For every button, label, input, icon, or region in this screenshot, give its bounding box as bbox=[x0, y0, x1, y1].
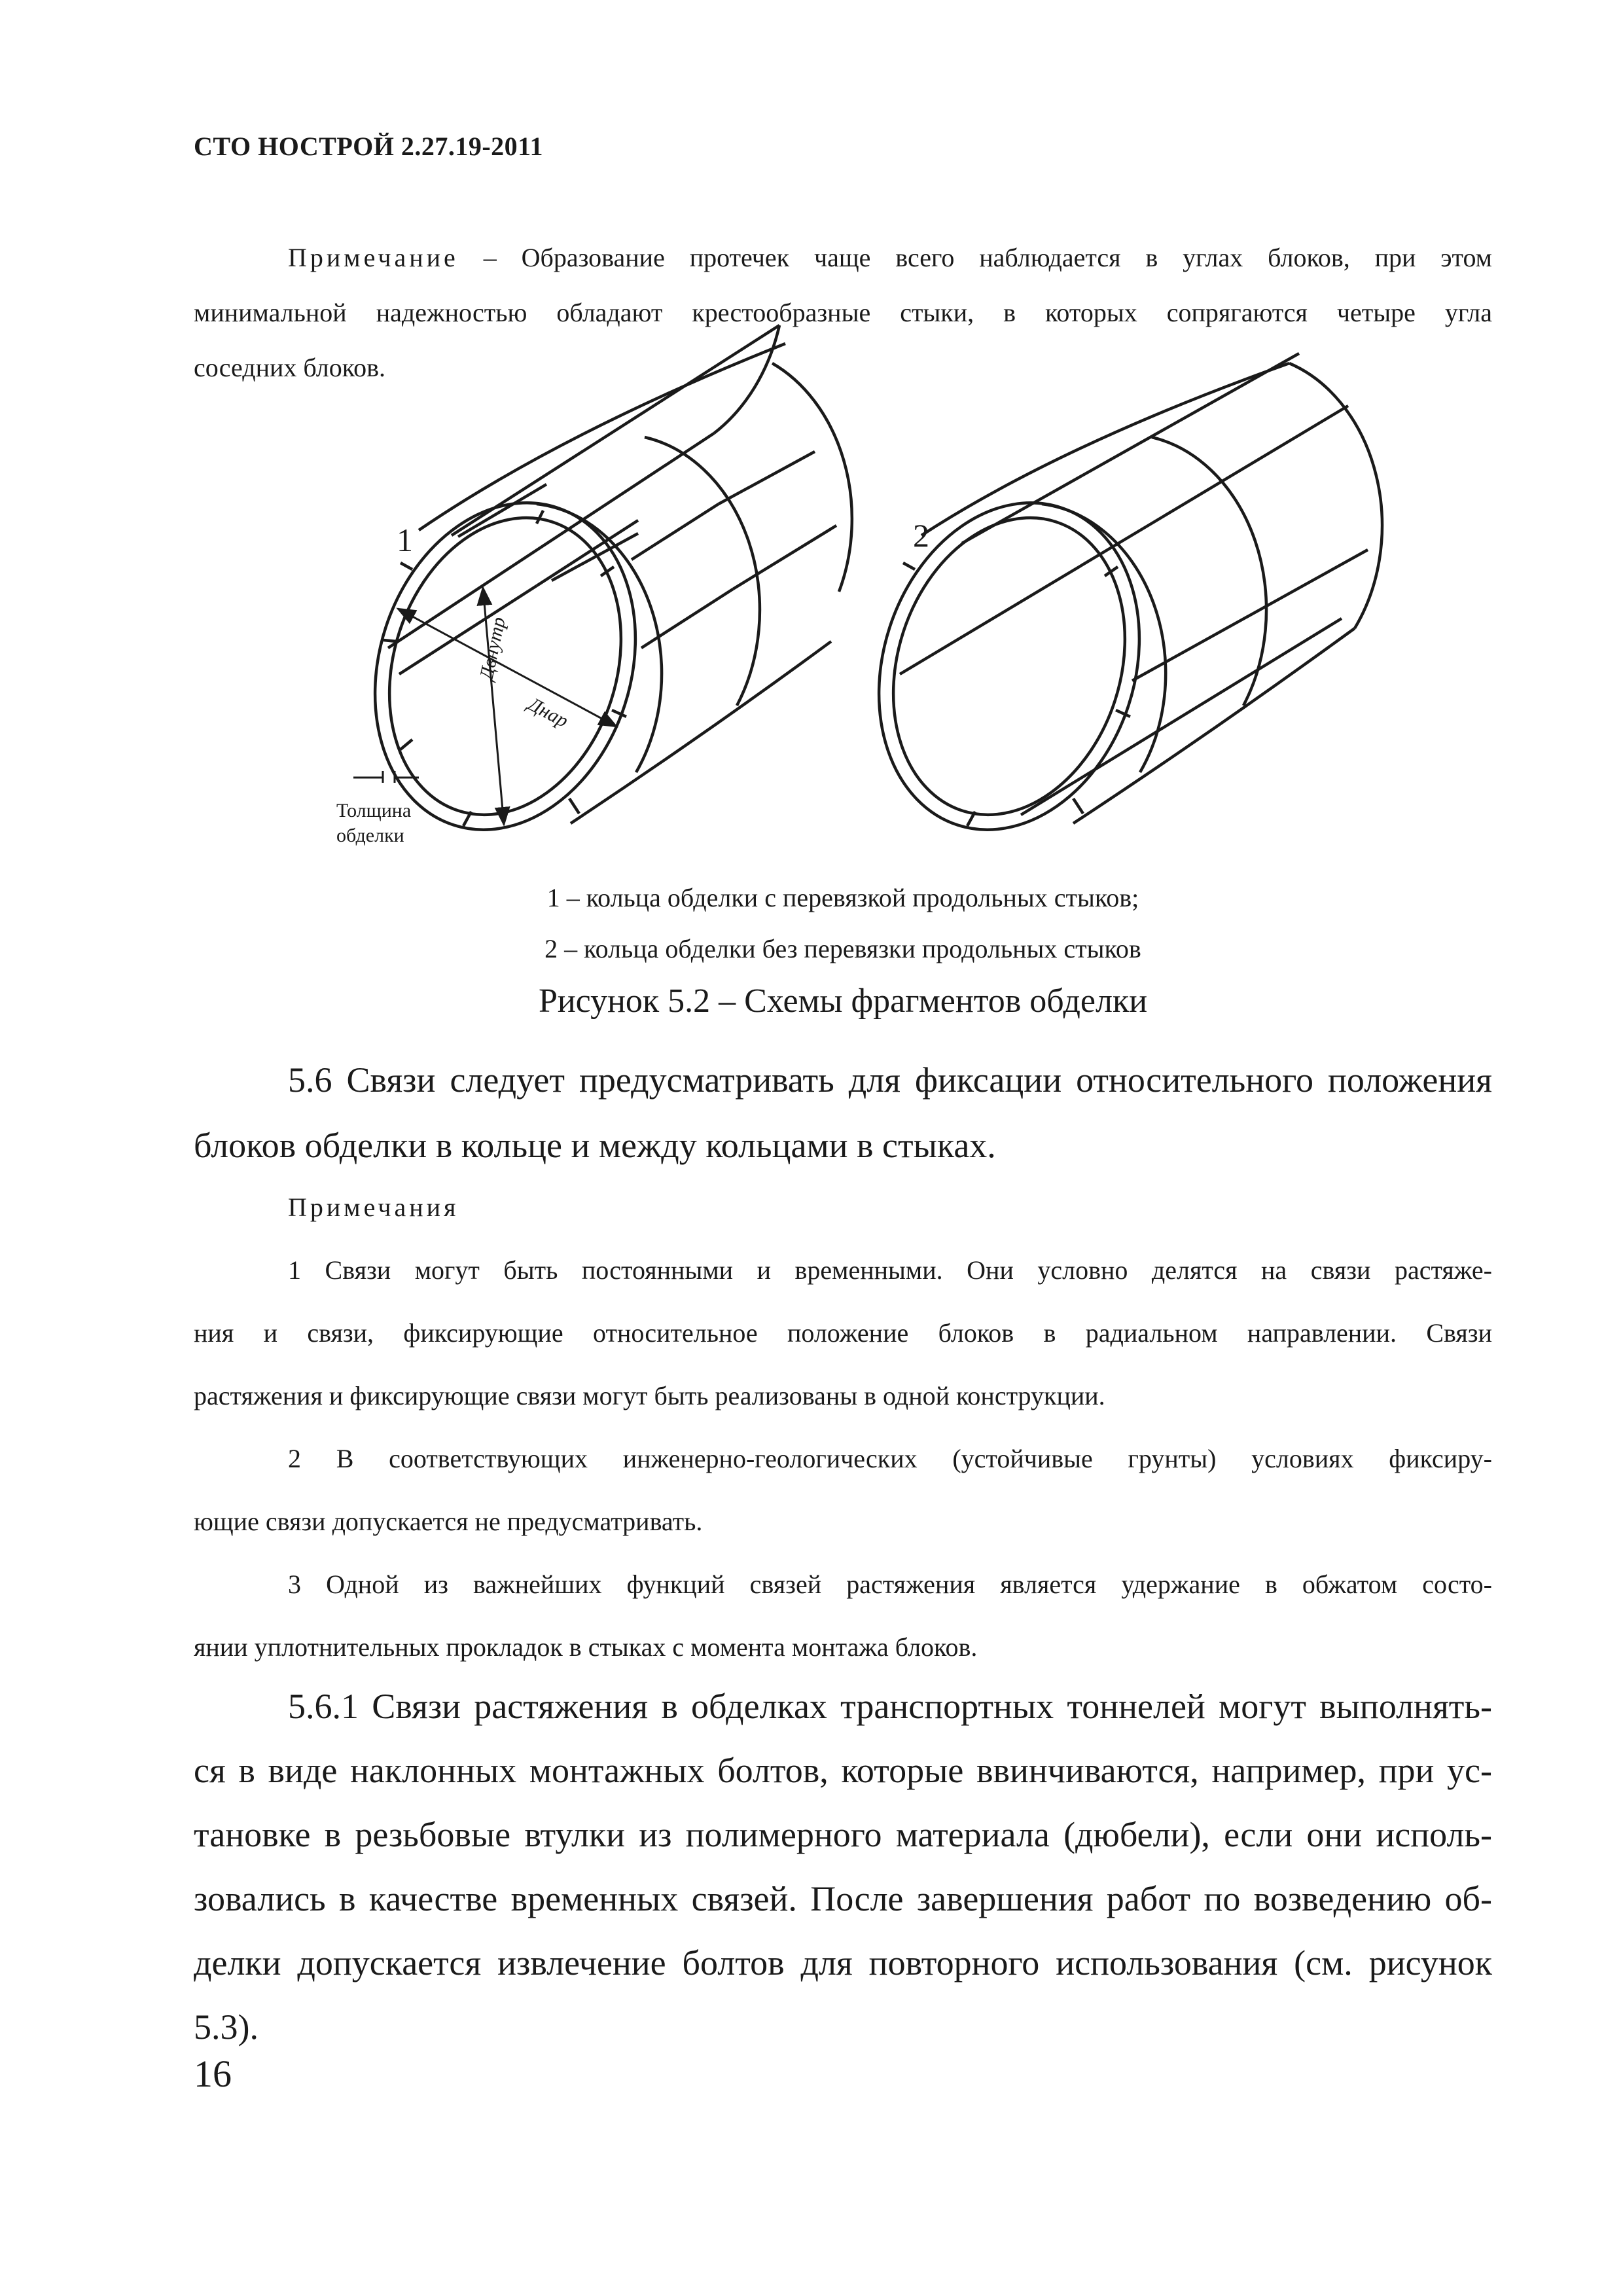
section-5-6-1 bbox=[194, 1674, 1492, 2059]
note-2-line-2: ющие связи допускается не предусматривать. bbox=[194, 1507, 703, 1536]
thickness-label-1: Толщина bbox=[336, 800, 412, 821]
top-note-line-3: соседних блоков. bbox=[194, 353, 385, 382]
note-1-line-3: растяжения и фиксирующие связи могут быть реализованы в одной конструкции. bbox=[194, 1381, 1105, 1410]
section-5-6-1-line-4: зовались в качестве временных связей. После завершения работ по возведению об- bbox=[194, 1879, 1492, 1918]
figure-label-1: 1 bbox=[397, 522, 413, 558]
tunnel-lining-figure bbox=[0, 0, 1623, 864]
section-5-6-1-line-6: 5.3). bbox=[194, 2007, 259, 2047]
section-5-6-line-1: 5.6 Связи следует предусматривать для фиксации относительного положения bbox=[288, 1060, 1492, 1100]
outer-diameter-label: Днар bbox=[524, 693, 572, 732]
top-note-line-1: Примечание – Образование протечек чаще всего наблюдается в углах блоков, при этом bbox=[288, 243, 1492, 272]
cylinder-2-diagram bbox=[838, 353, 1382, 864]
note-3-line-2: янии уплотнительных прокладок в стыках с момента монтажа блоков. bbox=[194, 1632, 978, 1662]
note-1-line-2: ния и связи, фиксирующие относительное положение блоков в радиальном направлении. Связи bbox=[194, 1318, 1492, 1348]
figure-legend-2: 2 – кольца обделки без перевязки продольных стыков bbox=[544, 934, 1141, 963]
inner-diameter-label: Двнутр bbox=[475, 615, 510, 682]
cylinder-1-diagram bbox=[334, 325, 852, 864]
top-note-label: Примечание bbox=[288, 243, 459, 272]
note-1-line-1: 1 Связи могут быть постоянными и временными. Они условно делятся на связи растяже- bbox=[288, 1255, 1492, 1285]
notes-block bbox=[194, 1176, 1492, 1679]
figure-title: Рисунок 5.2 – Схемы фрагментов обделки bbox=[538, 982, 1148, 1020]
note-3-line-1: 3 Одной из важнейших функций связей растяжения является удержание в обжатом состо- bbox=[288, 1570, 1492, 1599]
section-5-6 bbox=[194, 1047, 1492, 1178]
figure-legend-1: 1 – кольца обделки с перевязкой продольных стыков; bbox=[546, 883, 1139, 912]
section-5-6-1-line-3: тановке в резьбовые втулки из полимерного материала (дюбели), если они исполь- bbox=[194, 1815, 1492, 1854]
figure-label-2: 2 bbox=[913, 517, 929, 554]
section-5-6-1-line-5: делки допускается извлечение болтов для повторного использования (см. рисунок bbox=[194, 1943, 1492, 1982]
section-5-6-line-2: блоков обделки в кольце и между кольцами в стыках. bbox=[194, 1126, 996, 1165]
thickness-label-2: обделки bbox=[336, 825, 404, 846]
section-5-6-1-line-2: ся в виде наклонных монтажных болтов, которые ввинчиваются, например, при ус- bbox=[194, 1751, 1492, 1790]
top-note-line-2: минимальной надежностью обладают крестообразные стыки, в которых сопрягаются четыре угла bbox=[194, 298, 1492, 327]
note-2-line-1: 2 В соответствующих инженерно-геологических (устойчивые грунты) условиях фиксиру- bbox=[288, 1444, 1492, 1473]
section-5-6-1-line-1: 5.6.1 Связи растяжения в обделках транспортных тоннелей могут выполнять- bbox=[288, 1687, 1492, 1726]
page-number: 16 bbox=[194, 2053, 232, 2095]
document-header: СТО НОСТРОЙ 2.27.19-2011 bbox=[194, 132, 543, 161]
notes-label: Примечания bbox=[288, 1193, 459, 1222]
cylinder-1-dimensions bbox=[353, 588, 616, 825]
